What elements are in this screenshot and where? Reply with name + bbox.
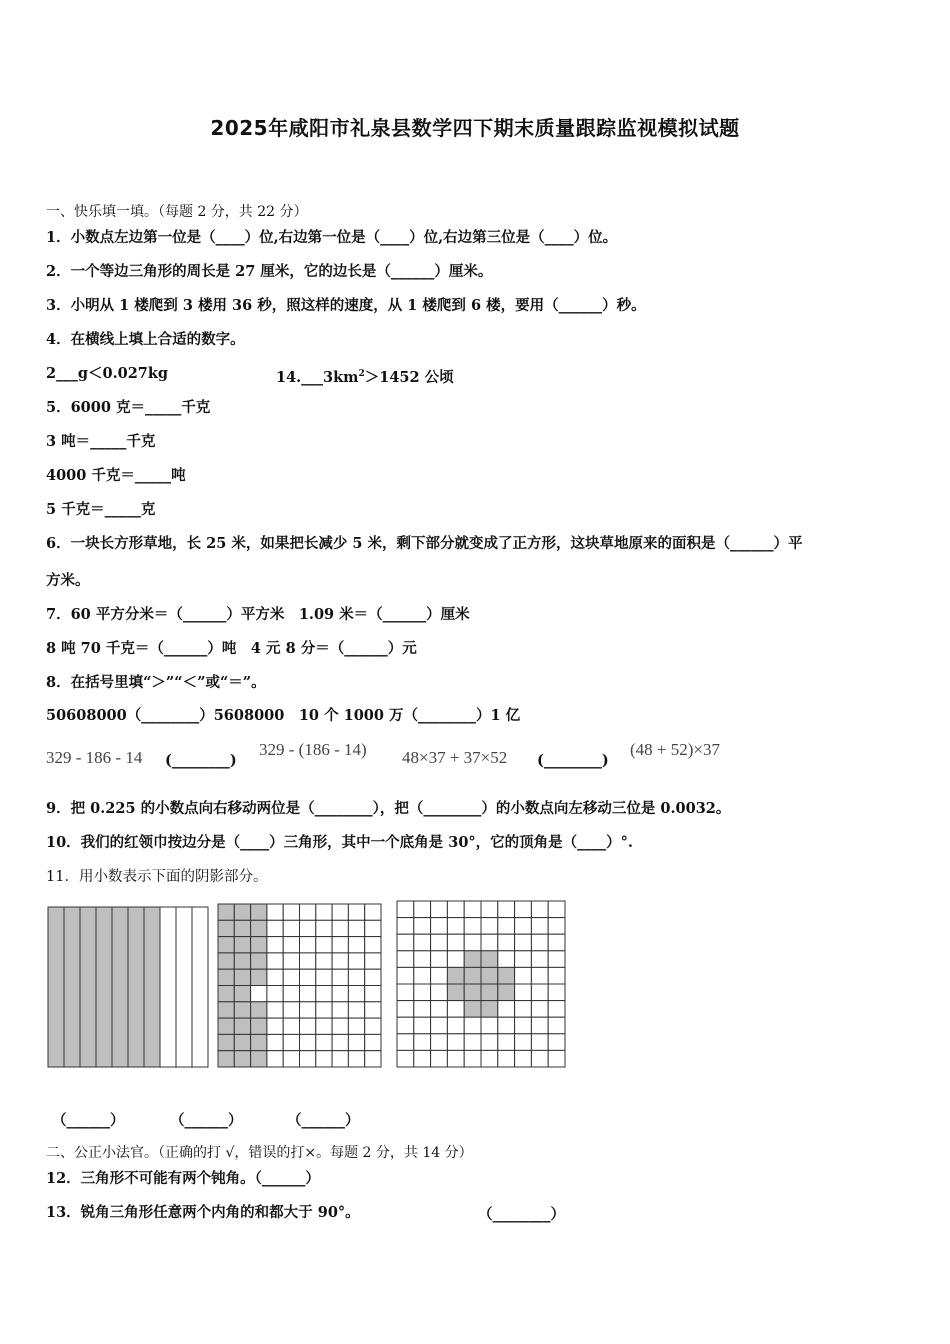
grid-cell (365, 1002, 381, 1018)
grid-cell (283, 904, 299, 920)
question-7-line-1: 7．60 平方分米＝（______）平方米 1.09 米＝（______）厘米 (46, 606, 470, 623)
question-4-item-b (276, 364, 454, 388)
grid-cell (548, 1017, 565, 1034)
grid-cell (234, 920, 250, 936)
grid-cell (531, 934, 548, 951)
grid-cell (464, 967, 481, 984)
grid-cell (234, 1051, 250, 1067)
grid-cell (234, 1034, 250, 1050)
grid-cell (348, 1034, 364, 1050)
grid-cell (234, 937, 250, 953)
figure-grid-left-shaded (217, 903, 382, 1068)
strip (144, 907, 160, 1067)
question-13: 13．锐角三角形任意两个内角的和都大于 90°。 (46, 1204, 360, 1221)
grid-cell (447, 934, 464, 951)
grid-cell (481, 1001, 498, 1018)
q11-blank-3: （______） (287, 1112, 360, 1129)
strip (176, 907, 192, 1067)
q8-expression-1: 329 - 186 - 14 (46, 748, 143, 767)
grid-cell (365, 1051, 381, 1067)
grid-cell (397, 984, 414, 1001)
question-8-line-1: 50608000（________）5608000 10 个 1000 万（________）1 亿 (46, 707, 521, 724)
grid-cell (464, 1017, 481, 1034)
section-2-heading: 二、公正小法官。（正确的打 √，错误的打×。每题 2 分，共 14 分） (46, 1145, 473, 1161)
grid-cell (431, 951, 448, 968)
grid-cell (365, 1018, 381, 1034)
question-12: 12．三角形不可能有两个钝角。（______） (46, 1170, 320, 1187)
grid-cell (481, 934, 498, 951)
grid-cell (397, 1017, 414, 1034)
q13-blank: （________） (478, 1206, 565, 1223)
grid-cell (251, 920, 267, 936)
grid-cell (300, 969, 316, 985)
question-5-item-d: 5 千克＝_____克 (46, 501, 156, 518)
grid-cell (515, 967, 532, 984)
question-5-item-c: 4000 千克＝_____吨 (46, 467, 186, 484)
grid-cell (365, 904, 381, 920)
grid-cell (515, 901, 532, 918)
grid-cell (548, 1034, 565, 1051)
grid-cell (267, 986, 283, 1002)
grid-cell (218, 920, 234, 936)
grid-cell (218, 937, 234, 953)
grid-cell (431, 934, 448, 951)
grid-cell (332, 904, 348, 920)
grid-cell (498, 951, 515, 968)
grid-cell (481, 967, 498, 984)
grid-cell (365, 969, 381, 985)
grid-cell (218, 904, 234, 920)
grid-cell (531, 918, 548, 935)
question-10: 10．我们的红领巾按边分是（____）三角形，其中一个底角是 30°，它的顶角是（____）°. (46, 834, 633, 851)
grid-cell (498, 1034, 515, 1051)
grid-cell (283, 937, 299, 953)
grid-cell (316, 920, 332, 936)
grid-cell (431, 1001, 448, 1018)
grid-cell (332, 1034, 348, 1050)
grid-cell (251, 904, 267, 920)
grid-cell (414, 1017, 431, 1034)
grid-cell (316, 937, 332, 953)
question-9: 9．把 0.225 的小数点向右移动两位是（________），把（________）的小数点向左移动三位是 0.0032。 (46, 800, 731, 817)
q8-expression-4: (48 + 52)×37 (630, 740, 720, 759)
grid-cell (218, 1034, 234, 1050)
grid-cell (431, 901, 448, 918)
grid-cell (316, 1034, 332, 1050)
grid-cell (481, 918, 498, 935)
grid-cell (548, 951, 565, 968)
grid-cell (397, 967, 414, 984)
grid-cell (397, 918, 414, 935)
grid-cell (300, 1051, 316, 1067)
grid-cell (283, 953, 299, 969)
grid-cell (234, 986, 250, 1002)
grid-cell (431, 1034, 448, 1051)
grid-cell (234, 904, 250, 920)
grid-cell (515, 1050, 532, 1067)
grid-cell (414, 918, 431, 935)
grid-cell (464, 901, 481, 918)
grid-cell (365, 953, 381, 969)
grid-cell (234, 969, 250, 985)
grid-cell (332, 937, 348, 953)
grid-cell (251, 1034, 267, 1050)
question-7-line-2: 8 吨 70 千克＝（______）吨 4 元 8 分＝（______）元 (46, 640, 417, 657)
grid-cell (531, 1050, 548, 1067)
grid-cell (300, 920, 316, 936)
grid-cell (348, 1051, 364, 1067)
strip (128, 907, 144, 1067)
grid-cell (332, 986, 348, 1002)
grid-cell (283, 986, 299, 1002)
grid-cell (515, 1034, 532, 1051)
grid-cell (414, 967, 431, 984)
grid-cell (267, 953, 283, 969)
grid-cell (218, 1018, 234, 1034)
q8-expression-2: 329 - (186 - 14) (259, 740, 367, 759)
q8-blank-2: (________) (537, 752, 609, 769)
figure-grid-cross-shaded (396, 900, 567, 1069)
grid-cell (464, 1001, 481, 1018)
grid-cell (531, 1034, 548, 1051)
grid-cell (531, 1001, 548, 1018)
grid-cell (397, 1034, 414, 1051)
grid-cell (464, 1050, 481, 1067)
grid-cell (300, 953, 316, 969)
grid-cell (316, 1018, 332, 1034)
grid-cell (431, 1017, 448, 1034)
strip (192, 907, 208, 1067)
grid-cell (332, 969, 348, 985)
strip (48, 907, 64, 1067)
grid-cell (464, 1034, 481, 1051)
grid-cell (300, 1034, 316, 1050)
grid-cell (498, 967, 515, 984)
grid-cell (348, 920, 364, 936)
grid-cell (251, 953, 267, 969)
grid-cell (447, 984, 464, 1001)
grid-cell (548, 967, 565, 984)
question-1: 1．小数点左边第一位是（____）位,右边第一位是（____）位,右边第三位是（____）位。 (46, 229, 618, 246)
grid-cell (300, 937, 316, 953)
grid-cell (548, 984, 565, 1001)
grid-cell (300, 904, 316, 920)
grid-cell (267, 920, 283, 936)
grid-cell (300, 1002, 316, 1018)
grid-cell (218, 969, 234, 985)
strip (96, 907, 112, 1067)
question-6-line-1: 6．一块长方形草地，长 25 米，如果把长减少 5 米，剩下部分就变成了正方形，这块草地原来的面积是（______）平 (46, 535, 803, 552)
grid-cell (251, 1051, 267, 1067)
grid-cell (548, 918, 565, 935)
question-2: 2．一个等边三角形的周长是 27 厘米，它的边长是（______）厘米。 (46, 263, 493, 280)
grid-cell (498, 1017, 515, 1034)
question-11: 11．用小数表示下面的阴影部分。 (46, 869, 268, 885)
grid-cell (348, 1002, 364, 1018)
section-1-heading: 一、快乐填一填。（每题 2 分，共 22 分） (46, 204, 308, 220)
grid-cell (531, 901, 548, 918)
grid-cell (283, 1034, 299, 1050)
grid-cell (365, 937, 381, 953)
grid-cell (267, 937, 283, 953)
grid-cell (251, 1018, 267, 1034)
grid-cell (348, 969, 364, 985)
grid-cell (251, 969, 267, 985)
grid-cell (332, 1018, 348, 1034)
grid-cell (548, 1001, 565, 1018)
grid-cell (414, 951, 431, 968)
grid-cell (447, 967, 464, 984)
grid-cell (481, 951, 498, 968)
grid-cell (464, 951, 481, 968)
grid-cell (316, 904, 332, 920)
grid-cell (431, 1050, 448, 1067)
grid-cell (447, 918, 464, 935)
grid-cell (218, 953, 234, 969)
grid-cell (234, 953, 250, 969)
grid-cell (267, 1051, 283, 1067)
grid-cell (234, 1018, 250, 1034)
grid-cell (531, 951, 548, 968)
grid-cell (515, 1017, 532, 1034)
grid-cell (348, 904, 364, 920)
strip (80, 907, 96, 1067)
page-title: 2025年咸阳市礼泉县数学四下期末质量跟踪监视模拟试题 (210, 116, 740, 140)
grid-cell (431, 918, 448, 935)
grid-cell (548, 901, 565, 918)
grid-cell (548, 934, 565, 951)
grid-cell (348, 937, 364, 953)
question-3: 3．小明从 1 楼爬到 3 楼用 36 秒，照这样的速度，从 1 楼爬到 6 楼，要用（______）秒。 (46, 297, 646, 314)
grid-cell (531, 984, 548, 1001)
q4b-post: ＞1452 公顷 (364, 368, 454, 386)
grid-cell (332, 953, 348, 969)
grid-cell (365, 920, 381, 936)
grid-cell (267, 904, 283, 920)
grid-cell (348, 1018, 364, 1034)
question-6-line-2: 方米。 (46, 572, 90, 589)
grid-cell (431, 984, 448, 1001)
grid-cell (498, 1050, 515, 1067)
grid-cell (414, 1050, 431, 1067)
grid-cell (431, 967, 448, 984)
grid-cell (283, 1002, 299, 1018)
grid-cell (397, 1001, 414, 1018)
grid-cell (397, 901, 414, 918)
grid-cell (300, 986, 316, 1002)
grid-cell (447, 1001, 464, 1018)
grid-cell (332, 920, 348, 936)
grid-cell (548, 1050, 565, 1067)
grid-cell (414, 1001, 431, 1018)
grid-cell (218, 1002, 234, 1018)
grid-cell (414, 984, 431, 1001)
grid-cell (332, 1051, 348, 1067)
grid-cell (316, 1051, 332, 1067)
q11-blank-1: （______） (52, 1112, 125, 1129)
grid-cell (447, 1017, 464, 1034)
grid-cell (414, 934, 431, 951)
grid-cell (515, 918, 532, 935)
grid-cell (300, 1018, 316, 1034)
grid-cell (498, 901, 515, 918)
grid-cell (316, 1002, 332, 1018)
grid-cell (283, 969, 299, 985)
grid-cell (397, 934, 414, 951)
grid-cell (464, 984, 481, 1001)
question-4-item-a: 2___g＜0.027kg (46, 365, 169, 382)
grid-cell (447, 901, 464, 918)
grid-cell (481, 1034, 498, 1051)
grid-cell (515, 951, 532, 968)
grid-cell (481, 901, 498, 918)
strip (112, 907, 128, 1067)
grid-cell (498, 1001, 515, 1018)
q11-blank-2: （______） (170, 1112, 243, 1129)
grid-cell (498, 918, 515, 935)
grid-cell (365, 1034, 381, 1050)
grid-cell (251, 1002, 267, 1018)
grid-cell (447, 1034, 464, 1051)
grid-cell (464, 918, 481, 935)
q4b-pre: 14.___3km (276, 368, 359, 386)
grid-cell (397, 1050, 414, 1067)
q8-blank-1: (________) (165, 752, 237, 769)
grid-cell (348, 953, 364, 969)
strip (64, 907, 80, 1067)
grid-cell (515, 934, 532, 951)
q4b-sup: 2 (358, 369, 365, 379)
grid-cell (498, 934, 515, 951)
question-4: 4．在横线上填上合适的数字。 (46, 331, 245, 348)
grid-cell (414, 1034, 431, 1051)
grid-cell (447, 1050, 464, 1067)
grid-cell (316, 969, 332, 985)
grid-cell (316, 953, 332, 969)
grid-cell (283, 920, 299, 936)
question-8: 8．在括号里填“＞”“＜”或“＝”。 (46, 674, 266, 691)
grid-cell (283, 1018, 299, 1034)
grid-cell (531, 967, 548, 984)
grid-cell (218, 1051, 234, 1067)
grid-cell (481, 1017, 498, 1034)
grid-cell (515, 984, 532, 1001)
grid-cell (332, 1002, 348, 1018)
grid-cell (267, 1018, 283, 1034)
grid-cell (283, 1051, 299, 1067)
question-5-item-a: 5．6000 克＝_____千克 (46, 399, 211, 416)
grid-cell (348, 986, 364, 1002)
grid-cell (498, 984, 515, 1001)
grid-cell (316, 986, 332, 1002)
question-5-item-b: 3 吨＝_____千克 (46, 433, 156, 450)
grid-cell (218, 986, 234, 1002)
grid-cell (515, 1001, 532, 1018)
grid-cell (267, 1034, 283, 1050)
grid-cell (531, 1017, 548, 1034)
grid-cell (267, 1002, 283, 1018)
grid-cell (365, 986, 381, 1002)
q8-expression-3: 48×37 + 37×52 (402, 748, 508, 767)
grid-cell (414, 901, 431, 918)
grid-cell (267, 969, 283, 985)
strip (160, 907, 176, 1067)
grid-cell (251, 937, 267, 953)
grid-cell (464, 934, 481, 951)
grid-cell (447, 951, 464, 968)
grid-cell (251, 986, 267, 1002)
grid-cell (481, 1050, 498, 1067)
grid-cell (234, 1002, 250, 1018)
grid-cell (481, 984, 498, 1001)
figure-strips (47, 906, 209, 1068)
grid-cell (397, 951, 414, 968)
